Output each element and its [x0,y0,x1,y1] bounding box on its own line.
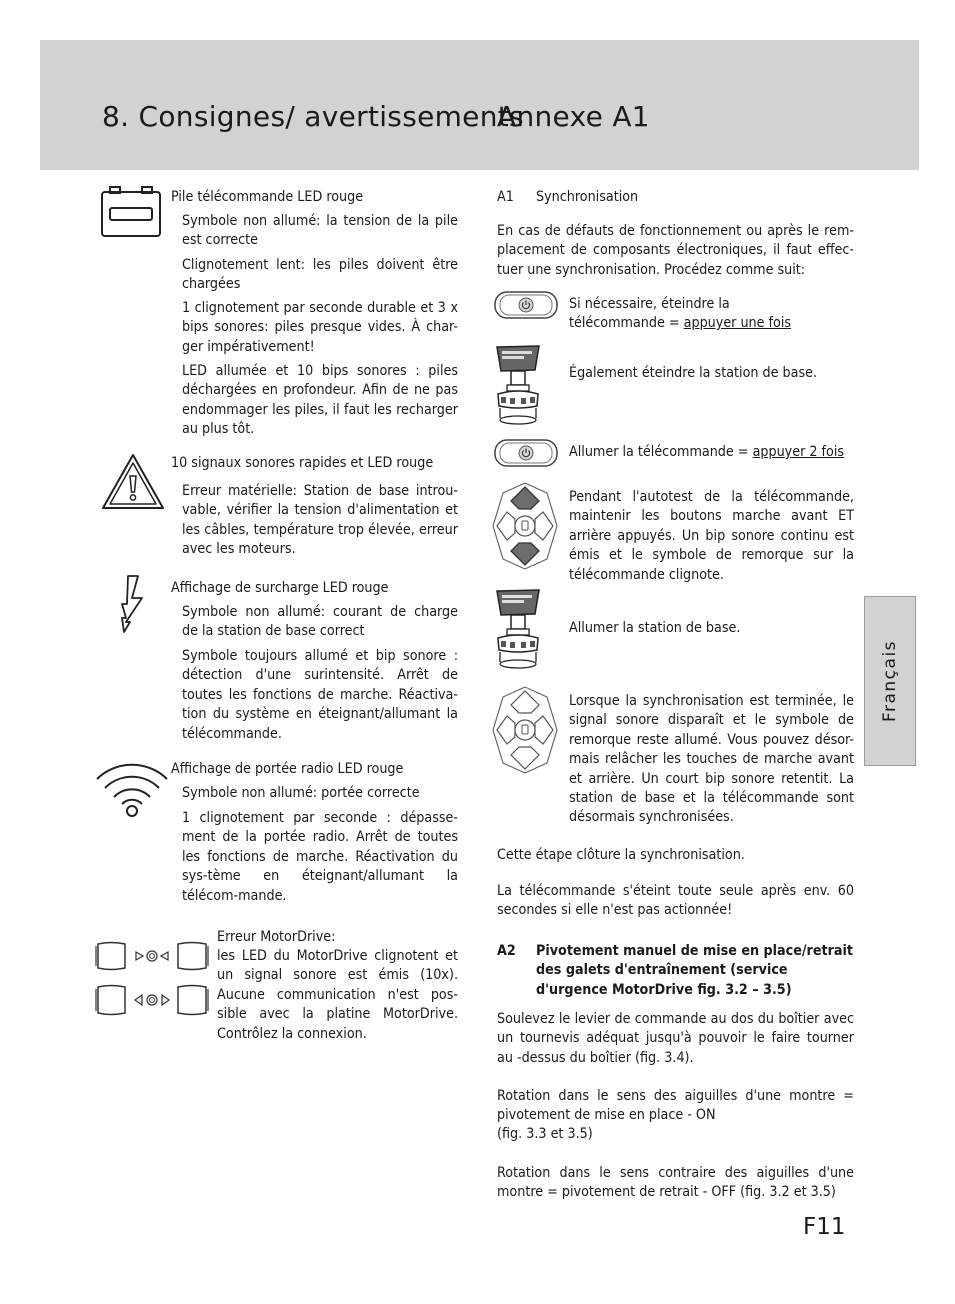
a1-title: Synchronisation [536,189,639,205]
header-band [40,40,919,170]
overload-item-2: Symbole toujours allumé et bip sonore : détection d'une surintensité. Arrêt de toutes les fonctions de marche. Réactiva-tion du système en éteignant/allumant la télécommande. [182,648,458,742]
section-title: 8. Consignes/ avertissements [102,100,524,133]
battery-icon [100,186,162,238]
step1-press-once: appuyer une fois [683,315,792,331]
step4-text: Pendant l'autotest de la télécommande, maintenir les boutons marche avant ET arrière appuyés. Un bip sonore continu est émis et le symbole de remorque sur la télécommande clignote. [569,489,854,583]
step2-text: Également éteindre la station de base. [569,365,818,381]
remote-dpad-pressed-icon [491,481,559,571]
motordrive-led-icon-2 [95,983,211,1019]
a2-p2-line2: (fig. 3.3 et 3.5) [497,1126,593,1142]
power-button-icon-2 [493,438,559,468]
step1-line1: Si nécessaire, éteindre la [569,296,730,312]
a1-close: Cette étape clôture la synchronisation. [497,847,745,863]
radio-title: Affichage de portée radio LED rouge [171,761,404,777]
overload-item-1: Symbole non allumé: courant de charge de la station de base correct [182,604,458,640]
a1-intro: En cas de défauts de fonctionnement ou après le rem-placement de composants électroniques, il faut effec-tuer une synchronisation. Procédez comme suit: [497,223,854,278]
base-station-icon [493,344,543,426]
a1-auto-off: La télécommande s'éteint toute seule après env. 60 secondes si elle n'est pas actionnée! [497,883,854,919]
overload-title: Affichage de surcharge LED rouge [171,580,389,596]
warning-item-1: Erreur matérielle: Station de base introu-vable, vérifier la tension d'alimentation et les câbles, température trop élevée, erreur avec les moteurs. [182,483,458,558]
page-number: F11 [803,1214,846,1240]
a2-p1: Soulevez le levier de commande au dos du boîtier avec un tournevis adéquat jusqu'à pouvoir le faire tourner au -dessus du boîtier (fig. 3.4). [497,1011,854,1066]
radio-item-2: 1 clignotement par seconde : dépasse-ment de la portée radio. Arrêt de toutes les fonctions de marche. Réactivation du sys-tème en éteignant/allumant la télécom-mande. [182,810,458,904]
step1-line2 [569,314,854,333]
a2-p3: Rotation dans le sens contraire des aiguilles d'une montre = pivotement de retrait - OFF (fig. 3.2 et 3.5) [497,1165,854,1201]
annex-title: Annexe A1 [497,100,650,133]
battery-title: Pile télécommande LED rouge [171,189,364,205]
power-button-icon [493,290,559,320]
step1-text: télécommande = [569,315,684,331]
step3-line [569,443,854,462]
base-station-icon-2 [493,588,543,670]
motordrive-title: Erreur MotorDrive: [217,929,336,945]
warning-triangle-icon [100,452,166,512]
step3-text: Allumer la télécommande = [569,444,753,460]
step3-press-twice: appuyer 2 fois [752,444,845,460]
step6-text: Lorsque la synchronisation est terminée, le signal sonore disparaît et le symbole de remorque reste allumé. Vous pouvez désor-mais relâcher les touches de marche avant et arrière. Un court bip sonore retentit. La station de base et la télécommande sont désormais synchronisées. [569,693,854,826]
battery-item-3: 1 clignotement par seconde durable et 3 x bips sonores: piles presque vides. À char-ger impérativement! [182,300,458,355]
battery-item-1: Symbole non allumé: la tension de la pile est correcte [182,213,458,249]
radio-item-1: Symbole non allumé: portée correcte [182,785,420,801]
remote-dpad-released-icon [491,685,559,775]
a2-title: Pivotement manuel de mise en place/retrait des galets d'entraînement (service d'urgence MotorDrive fig. 3.2 – 3.5) [536,943,853,998]
motordrive-led-icon-1 [95,940,211,974]
battery-item-2: Clignotement lent: les piles doivent être chargées [182,257,458,293]
motordrive-text: les LED du MotorDrive clignotent et un signal sonore est émis (10x). Aucune communication n'est pos-sible avec la platine MotorDrive. Contrôlez la connexion. [217,948,458,1042]
a2-number: A2 [497,943,516,959]
warning-title: 10 signaux sonores rapides et LED rouge [171,455,434,471]
lightning-bolt-icon [118,574,146,634]
language-tab [864,596,916,766]
a2-p2-line1: Rotation dans le sens des aiguilles d'une montre = pivotement de mise en place - ON [497,1088,854,1124]
language-tab-label: Français [880,639,900,723]
step5-text: Allumer la station de base. [569,620,741,636]
battery-item-4: LED allumée et 10 bips sonores : piles déchargées en profondeur. Afin de ne pas endommager les piles, il faut les recharger au plus tôt. [182,363,458,438]
radio-signal-icon [94,757,170,819]
a1-number: A1 [497,189,514,205]
